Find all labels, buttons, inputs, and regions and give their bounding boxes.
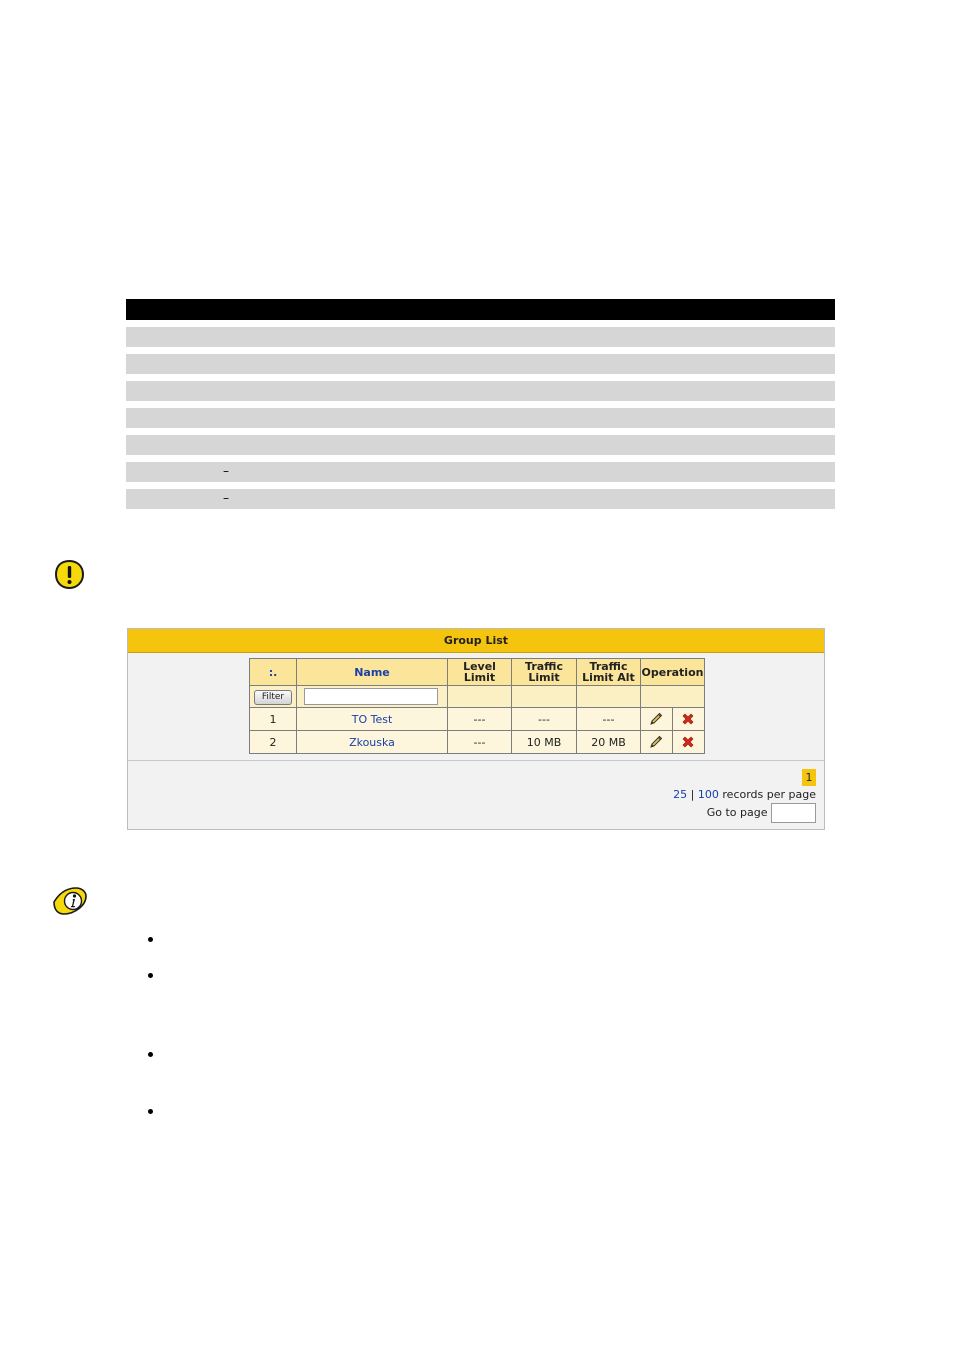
blank-table-row bbox=[126, 354, 835, 374]
goto-page-input[interactable] bbox=[771, 803, 816, 823]
filter-cell bbox=[512, 686, 577, 708]
column-header-name[interactable]: Name bbox=[297, 659, 448, 686]
level-limit-cell: --- bbox=[448, 731, 512, 754]
blank-table-row bbox=[126, 462, 835, 482]
group-name-link[interactable]: Zkouska bbox=[297, 731, 448, 754]
row-dash: – bbox=[223, 491, 229, 505]
group-table bbox=[249, 658, 705, 754]
list-bullet bbox=[148, 937, 153, 942]
row-index: 1 bbox=[250, 708, 297, 731]
edit-pencil-icon bbox=[648, 734, 664, 750]
filter-cell bbox=[297, 686, 448, 708]
edit-pencil-icon bbox=[648, 711, 664, 727]
row-index: 2 bbox=[250, 731, 297, 754]
per-page-100-link[interactable]: 100 bbox=[697, 788, 719, 801]
blank-table-row bbox=[126, 327, 835, 347]
goto-page-label: Go to page bbox=[706, 806, 768, 819]
edit-cell bbox=[641, 708, 673, 731]
blank-table-row bbox=[126, 408, 835, 428]
list-bullet bbox=[148, 973, 153, 978]
blank-table bbox=[126, 299, 835, 509]
warning-icon bbox=[55, 560, 84, 589]
info-icon bbox=[52, 882, 88, 918]
traffic-limit-alt-cell: 20 MB bbox=[577, 731, 641, 754]
group-list-panel bbox=[127, 628, 825, 830]
filter-cell bbox=[250, 686, 297, 708]
name-filter-input[interactable] bbox=[304, 688, 438, 705]
column-header-index[interactable]: :. bbox=[250, 659, 297, 686]
delete-cell bbox=[673, 731, 705, 754]
delete-button[interactable] bbox=[673, 708, 703, 730]
row-dash: – bbox=[223, 464, 229, 478]
traffic-limit-alt-cell: --- bbox=[577, 708, 641, 731]
table-row bbox=[250, 708, 705, 731]
delete-x-icon bbox=[681, 712, 695, 726]
level-limit-cell: --- bbox=[448, 708, 512, 731]
delete-cell bbox=[673, 708, 705, 731]
column-header-traffic-limit-alt: Traffic Limit Alt bbox=[577, 659, 641, 686]
column-header-level-limit: Level Limit bbox=[448, 659, 512, 686]
filter-button[interactable]: Filter bbox=[254, 690, 292, 705]
table-row bbox=[250, 731, 705, 754]
traffic-limit-cell: --- bbox=[512, 708, 577, 731]
filter-cell bbox=[577, 686, 641, 708]
list-bullet bbox=[148, 1109, 153, 1114]
column-header-operation: Operation bbox=[641, 659, 705, 686]
edit-cell bbox=[641, 731, 673, 754]
list-bullet bbox=[148, 1052, 153, 1057]
blank-table-row bbox=[126, 435, 835, 455]
delete-x-icon bbox=[681, 735, 695, 749]
per-page-25-link[interactable]: 25 bbox=[673, 788, 688, 801]
traffic-limit-cell: 10 MB bbox=[512, 731, 577, 754]
filter-cell bbox=[641, 686, 705, 708]
delete-button[interactable] bbox=[673, 731, 703, 753]
blank-table-row bbox=[126, 381, 835, 401]
group-name-link[interactable]: TO Test bbox=[297, 708, 448, 731]
blank-table-row bbox=[126, 489, 835, 509]
group-list-title: Group List bbox=[128, 629, 824, 653]
edit-button[interactable] bbox=[641, 708, 671, 730]
filter-row bbox=[250, 686, 705, 708]
column-header-traffic-limit: Traffic Limit bbox=[512, 659, 577, 686]
edit-button[interactable] bbox=[641, 731, 671, 753]
pager bbox=[673, 769, 816, 823]
filter-cell bbox=[448, 686, 512, 708]
per-page-label: records per page bbox=[722, 788, 816, 801]
group-list-body bbox=[128, 653, 824, 761]
current-page[interactable]: 1 bbox=[802, 769, 816, 786]
per-page-separator: | bbox=[690, 788, 695, 801]
blank-table-header bbox=[126, 299, 835, 320]
